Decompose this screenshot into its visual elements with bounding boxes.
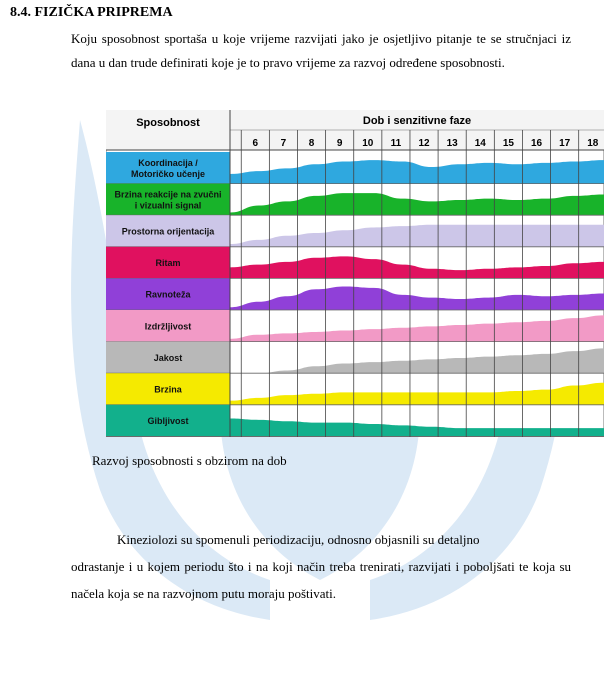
age-tick-label: 7 [280,138,287,149]
age-tick-label: 16 [530,138,543,149]
chart-svg [106,110,604,437]
age-tick-label: 17 [559,138,571,149]
figure-caption: Razvoj sposobnosti s obzirom na dob [92,453,287,468]
age-tick-label: 13 [446,138,458,149]
row-label-text: i vizualni signal [134,200,202,211]
chart-header-left-bg [106,110,230,150]
row-label-text: Gibljivost [147,416,189,427]
ability-age-chart [106,110,604,437]
body-paragraph-line1: Kineziolozi su spomenuli periodizaciju, odnosno objasnili su detaljno [117,532,480,547]
row-label-text: Koordinacija / [138,157,198,168]
row-label-text: Izdržljivost [144,321,192,332]
body-paragraph [71,526,571,607]
intro-paragraph: Koju sposobnost sportaša u koje vrijeme razvijati jako je osjetljivo pitanje te se stručnjaci iz dana u dan trude definirati koje je to pravo vrijeme za razvoj određene sposobnosti. [71,31,571,70]
row-label-text: Prostorna orijentacija [121,226,215,237]
body-paragraph-rest: odrastanje i u kojem periodu što i na koji način treba trenirati, razvijati i poboljšati te koja su načela koja se na razvojnom putu moraju poštivati. [71,559,571,601]
age-tick-label: 18 [587,138,599,149]
age-tick-label: 14 [474,138,486,149]
age-tick-label: 8 [308,138,315,149]
age-tick-label: 6 [252,138,259,149]
chart-header-right-label: Dob i senzitivne faze [362,115,472,127]
row-label-text: Brzina [154,384,182,395]
row-label-text: Motoričko učenje [130,168,206,179]
age-tick-label: 10 [362,138,374,149]
age-tick-label: 15 [502,138,514,149]
row-label-text: Jakost [153,352,183,363]
age-tick-label: 12 [418,138,430,149]
row-label-text: Ritam [155,258,181,269]
row-label-text: Ravnoteža [145,289,191,300]
age-tick-label: 11 [390,138,402,149]
age-tick-label: 9 [336,138,343,149]
section-heading: 8.4. FIZIČKA PRIPREMA [10,5,173,20]
row-label-text: Brzina reakcije na zvučni [114,189,222,200]
chart-header-left-label: Sposobnost [136,117,200,129]
